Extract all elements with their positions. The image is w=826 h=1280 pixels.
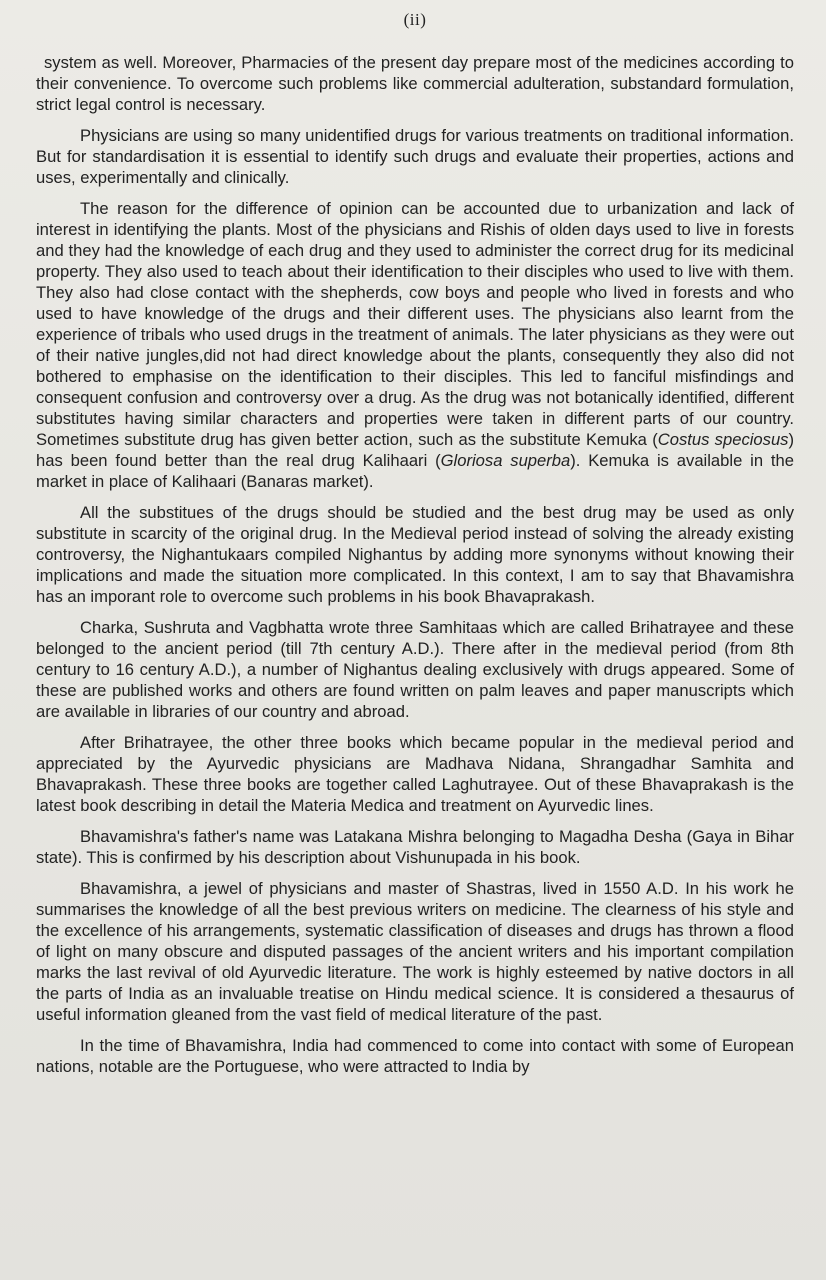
paragraph-3-text-1: The reason for the difference of opinion can be accounted due to urbanization and lack of interest in identifying the plants. Most of the physicians and Rishis of olden days used to live in forests and they had the knowledge of each drug and they used to administer the correct drug for its medicinal property. They also used to teach about their identification to their disciples who used to live with them. They also had close contact with the shepherds, cow boys and people who lived in forests and who used to have knowledge of the drugs and their different uses. The physicians also learnt from the experience of tribals who used drugs in the treatment of animals. The later physicians as they were out of their native jungles,did not had direct knowledge about the plants, consequently they also did not bothered to emphasise on the identification to their disciples. This led to fanciful misfindings and consequent confusion and controversy over a drug. As the drug was not botanically identified, different substitutes having similar characters and properties were taken in different parts of our country. Sometimes substitute drug has given better action, such as the substitute Kemuka ( — [36, 199, 794, 449]
page-number: (ii) — [403, 10, 427, 29]
paragraph-9: In the time of Bhavamishra, India had commenced to come into contact with some of European nations, notable are the Portuguese, who were attracted to India by — [36, 1036, 794, 1076]
paragraph-3-italic-costus: Costus speciosus — [657, 430, 789, 449]
paragraph-4: All the substitues of the drugs should be studied and the best drug may be used as only substitute in scarcity of the original drug. In the Medieval period instead of solving the already existing controversy, the Nighantukaars compiled Nighantus by adding more synonyms without knowing their implications and made the situation more complicated. In this context, I am to say that Bhavamishra has an imporant role to overcome such problems in his book Bhavaprakash. — [36, 503, 794, 606]
paragraph-5: Charka, Sushruta and Vagbhatta wrote three Samhitaas which are called Brihatrayee and these belonged to the ancient period (till 7th century A.D.). There after in the medieval period (from 8th century to 16 century A.D.), a number of Nighantus dealing exclusively with drugs appeared. Some of these are published works and others are found written on palm leaves and paper manuscripts which are available in libraries of our country and abroad. — [36, 618, 794, 721]
paragraph-8: Bhavamishra, a jewel of physicians and master of Shastras, lived in 1550 A.D. In his work he summarises the knowledge of all the best previous writers on medicine. The clearness of his style and the excellence of his arrangements, systematic classification of diseases and drugs has thrown a flood of light on many obscure and disputed passages of the ancient writers and his important compilation marks the last revival of old Ayurvedic literature. The work is highly esteemed by native doctors in all the parts of India as an invaluable treatise on Hindu medical science. It is considered a thesaurus of useful information gleaned from the vast field of medical literature of the past. — [36, 879, 794, 1024]
paragraph-2: Physicians are using so many unidentified drugs for various treatments on traditional information. But for standardisation it is essential to identify such drugs and evaluate their properties, actions and uses, experimentally and clinically. — [36, 126, 794, 187]
paragraph-1: system as well. Moreover, Pharmacies of the present day prepare most of the medicines according to their convenience. To overcome such problems like commercial adulteration, substandard formulation, strict legal control is necessary. — [36, 53, 794, 114]
paragraph-3-text-2: ) has been found better than the real drug Kalihaari ( — [36, 430, 795, 470]
paragraph-3-text-3: ). Kemuka is available in the market in place of Kalihaari (Banaras market). — [36, 451, 794, 491]
paragraph-3-italic-gloriosa: Gloriosa superba — [440, 451, 571, 470]
paragraph-6: After Brihatrayee, the other three books which became popular in the medieval period and appreciated by the Ayurvedic physicians are Madhava Nidana, Shrangadhar Samhita and Bhavaprakash. These three books are together called Laghutrayee. Out of these Bhavaprakash is the latest book describing in detail the Materia Medica and treatment on Ayurvedic lines. — [36, 733, 794, 815]
paragraph-7: Bhavamishra's father's name was Latakana Mishra belonging to Magadha Desha (Gaya in Bihar state). This is confirmed by his description about Vishunupada in his book. — [36, 827, 794, 867]
paragraph-3 — [36, 198, 794, 492]
